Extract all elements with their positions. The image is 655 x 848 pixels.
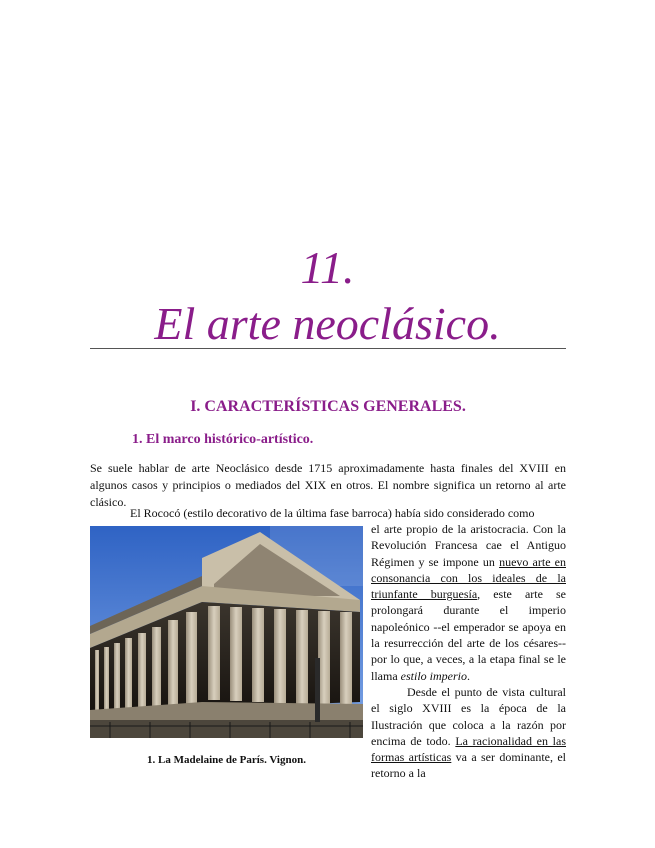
intro-paragraph: Se suele hablar de arte Neoclásico desde 1715 aproximadamente hasta finales del XVIII en algunos casos y principios o mediados del XIX en otros. El nombre significa un retorno al arte clásico. <box>90 461 566 509</box>
title-divider <box>90 348 566 349</box>
madeleine-photo <box>90 526 363 738</box>
chapter-title: El arte neoclásico. <box>154 298 501 349</box>
rococo-text-end: . <box>466 668 470 683</box>
rococo-text-a: el arte propio de la aristocracia. Con la Revolución Francesa cae el Antiguo Régimen y se impone un <box>371 522 566 569</box>
enlightenment-text-a: Desde el punto de vista cultural el siglo XVIII es la época de la Ilustración que coloca a la razón por encima de todo. <box>371 684 566 748</box>
rococo-paragraph-first-line: El Rococó (estilo decorativo de la última fase barroca) había sido considerado como <box>130 506 535 520</box>
chapter-number: 11. <box>300 242 355 293</box>
section-heading: I. CARACTERÍSTICAS GENERALES. <box>190 398 466 415</box>
enlightenment-text-b: va a ser dominante, el retorno a la <box>371 750 566 781</box>
subsection-heading: 1. El marco histórico-artístico. <box>132 432 314 447</box>
rococo-paragraph-column <box>371 521 566 782</box>
rococo-text-b: , este arte se prolongará durante el imperio napoleónico --el emperador se apoya en la resurrección del arte de los césares-- por lo que, a veces, a la etapa final se le llama <box>371 587 566 683</box>
rococo-text-italic: estilo imperio <box>400 668 467 683</box>
enlightenment-text-underlined: La racionalidad en las formas artísticas <box>371 733 566 765</box>
figure-caption: 1. La Madelaine de París. Vignon. <box>147 754 306 766</box>
rococo-text-underlined: nuevo arte en consonancia con los ideales de la triunfante burguesía <box>371 554 566 602</box>
